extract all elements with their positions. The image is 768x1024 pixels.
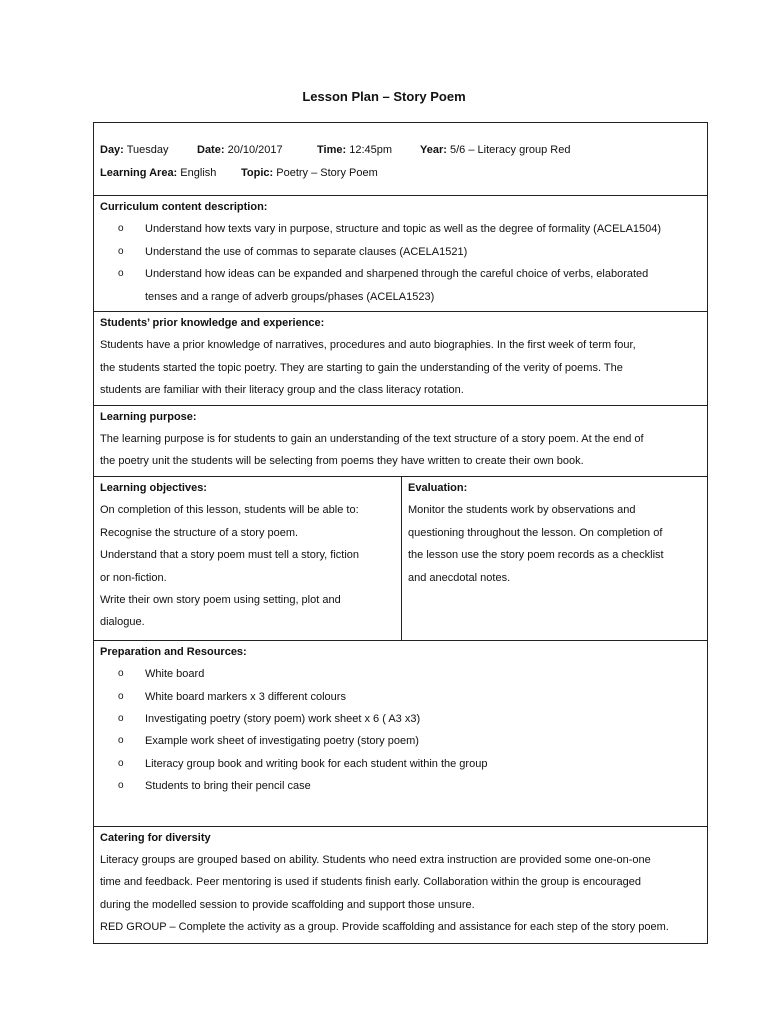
resource-item: Literacy group book and writing book for each student within the group [145, 757, 488, 770]
list-item [100, 753, 701, 775]
prior-knowledge-heading: Students’ prior knowledge and experience: [100, 317, 325, 330]
bullet-marker: o [118, 668, 124, 680]
details-row-1 [100, 139, 701, 162]
learning-purpose-line: The learning purpose is for students to gain an understanding of the text structure of a story poem. At the end of [100, 433, 644, 446]
objective-line: Understand that a story poem must tell a story, fiction [100, 549, 360, 562]
learning-objectives-heading: Learning objectives: [100, 481, 207, 494]
objectives-evaluation-row [94, 476, 707, 640]
list-item [100, 775, 701, 797]
curriculum-heading: Curriculum content description: [100, 201, 268, 213]
diversity-line: during the modelled session to provide scaffolding and support those unsure. [100, 898, 475, 911]
list-item [100, 263, 701, 285]
lesson-plan-table [93, 122, 708, 944]
learning-area-label: Learning Area: [100, 166, 178, 179]
topic-field [241, 162, 378, 185]
list-item [100, 708, 701, 730]
resource-item: Investigating poetry (story poem) work sheet x 6 ( A3 x3) [145, 712, 421, 725]
resource-item: Example work sheet of investigating poetry (story poem) [145, 735, 419, 748]
list-item [100, 241, 701, 263]
resource-item: White board markers x 3 different colours [145, 690, 346, 703]
evaluation-line: Monitor the students work by observations and [408, 504, 636, 517]
resources-section [94, 640, 707, 826]
objective-line: On completion of this lesson, students will be able to: [100, 504, 359, 517]
bullet-marker: o [118, 757, 124, 769]
objective-line: Recognise the structure of a story poem. [100, 526, 299, 539]
year-label: Year: [420, 144, 447, 156]
learning-area-field [100, 162, 241, 185]
bullet-marker: o [118, 712, 124, 724]
topic-value: Poetry – Story Poem [276, 166, 378, 179]
time-label: Time: [317, 144, 347, 156]
date-label: Date: [197, 144, 225, 156]
list-item [100, 686, 701, 708]
prior-knowledge-section [94, 311, 707, 405]
learning-purpose-section [94, 405, 707, 476]
date-value: 20/10/2017 [227, 144, 283, 156]
year-value: 5/6 – Literacy group Red [449, 144, 571, 156]
diversity-line: time and feedback. Peer mentoring is used if students finish early. Collaboration within the group is encouraged [100, 876, 641, 889]
bullet-marker: o [118, 780, 124, 792]
diversity-line: Literacy groups are grouped based on ability. Students who need extra instruction are provided some one-on-one [100, 853, 651, 866]
list-item [100, 730, 701, 752]
prior-knowledge-line: Students have a prior knowledge of narratives, procedures and auto biographies. In the first week of term four, [100, 339, 636, 352]
list-item-continuation [100, 286, 701, 308]
year-field [420, 139, 570, 162]
list-item [100, 218, 701, 240]
prior-knowledge-line: students are familiar with their literacy group and the class literacy rotation. [100, 384, 464, 397]
bullet-marker: o [118, 245, 124, 257]
curriculum-item: tenses and a range of adverb groups/phases (ACELA1523) [145, 290, 435, 303]
learning-objectives-cell [94, 477, 402, 640]
learning-purpose-line: the poetry unit the students will be selecting from poems they have written to create their own book. [100, 455, 584, 468]
time-field [317, 139, 420, 162]
date-field [197, 139, 317, 162]
learning-area-value: English [180, 166, 217, 179]
objective-line: dialogue. [100, 616, 145, 629]
day-value: Tuesday [126, 144, 169, 156]
time-value: 12:45pm [349, 144, 393, 156]
evaluation-line: questioning throughout the lesson. On completion of [408, 526, 663, 539]
objective-line: or non-fiction. [100, 571, 167, 584]
diversity-section [94, 826, 707, 943]
bullet-marker: o [118, 735, 124, 747]
page-title: Lesson Plan – Story Poem [302, 89, 466, 104]
diversity-heading: Catering for diversity [100, 831, 211, 844]
bullet-marker: o [118, 690, 124, 702]
details-row-2 [100, 162, 701, 185]
resource-item: Students to bring their pencil case [145, 780, 311, 793]
curriculum-item: Understand how ideas can be expanded and sharpened through the careful choice of verbs, elaborated [145, 268, 649, 281]
bullet-marker: o [118, 268, 124, 280]
objective-line: Write their own story poem using setting, plot and [100, 593, 341, 606]
topic-label: Topic: [241, 166, 274, 179]
evaluation-heading: Evaluation: [408, 481, 468, 494]
list-item [100, 663, 701, 685]
curriculum-section [94, 195, 707, 311]
resource-item: White board [145, 668, 205, 681]
day-field [100, 139, 197, 162]
resources-heading: Preparation and Resources: [100, 645, 247, 658]
evaluation-line: the lesson use the story poem records as a checklist [408, 549, 664, 562]
bullet-marker: o [118, 223, 124, 235]
learning-purpose-heading: Learning purpose: [100, 410, 197, 423]
evaluation-line: and anecdotal notes. [408, 571, 511, 584]
diversity-line: RED GROUP – Complete the activity as a group. Provide scaffolding and assistance for each step of the story poem. [100, 921, 669, 934]
curriculum-item: Understand the use of commas to separate clauses (ACELA1521) [145, 245, 468, 258]
lesson-details [94, 123, 707, 195]
prior-knowledge-line: the students started the topic poetry. They are starting to gain the understanding of the verity of poems. The [100, 361, 623, 374]
day-label: Day: [100, 144, 124, 156]
curriculum-item: Understand how texts vary in purpose, structure and topic as well as the degree of formality (ACELA1504) [145, 223, 662, 236]
evaluation-cell [402, 477, 707, 640]
